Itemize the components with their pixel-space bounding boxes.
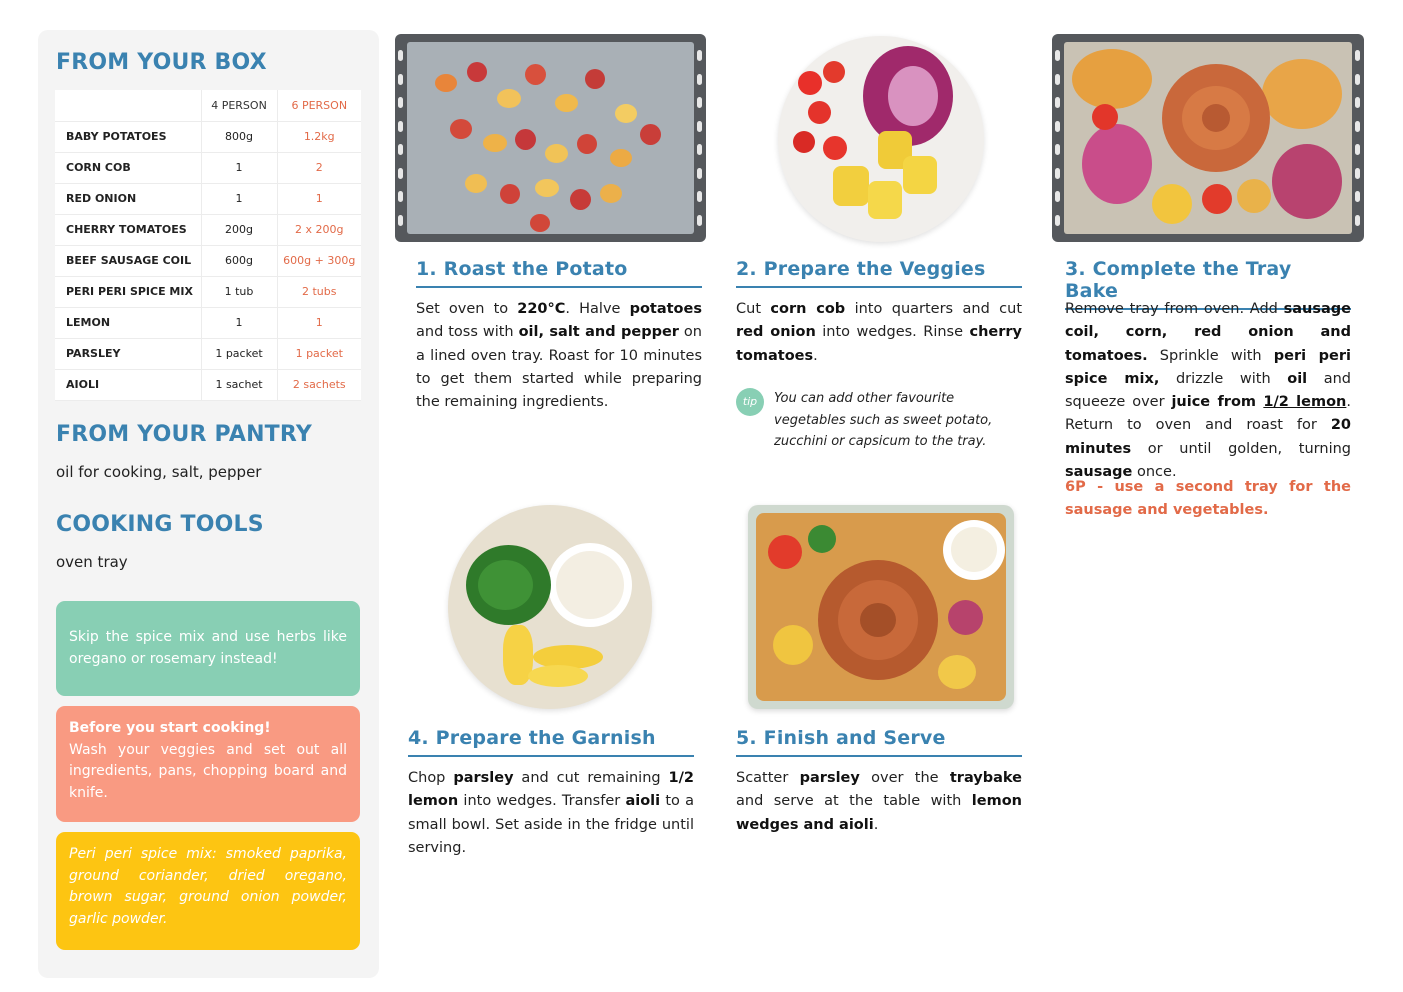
ingredients-table	[55, 90, 361, 401]
ingredient-qty-4: 800g	[201, 121, 277, 152]
ingredient-name: RED ONION	[55, 183, 201, 214]
table-row	[55, 307, 361, 338]
spice-mix-note: Peri peri spice mix: smoked paprika, ground coriander, dried oregano, brown sugar, ground onion powder, garlic powder.	[56, 832, 360, 950]
ingredient-qty-4: 1 packet	[201, 338, 277, 369]
ingredient-name: PARSLEY	[55, 338, 201, 369]
step2-text: Cut corn cob into quarters and cut red onion into wedges. Rinse cherry tomatoes.	[736, 301, 1023, 364]
cooking-tools-heading: COOKING TOOLS	[56, 512, 264, 537]
ingredient-qty-6: 2 x 200g	[277, 214, 361, 245]
table-row	[55, 214, 361, 245]
before-cooking-text: Wash your veggies and set out all ingredients, pans, chopping board and knife.	[69, 741, 347, 801]
table-row	[55, 369, 361, 400]
table-row	[55, 121, 361, 152]
step4-text: Chop parsley and cut remaining 1/2 lemon into wedges. Transfer aioli to a small bowl. Set aside in the fridge until serving.	[408, 770, 695, 856]
ingredient-name: CHERRY TOMATOES	[55, 214, 201, 245]
table-row	[55, 183, 361, 214]
step3-title: 3. Complete the Tray Bake	[1065, 258, 1351, 310]
ingredient-name: BEEF SAUSAGE COIL	[55, 245, 201, 276]
step5-title: 5. Finish and Serve	[736, 727, 1022, 757]
step4-title: 4. Prepare the Garnish	[408, 727, 694, 757]
ingredient-qty-6: 1.2kg	[277, 121, 361, 152]
table-row	[55, 276, 361, 307]
from-your-box-heading: FROM YOUR BOX	[56, 50, 267, 75]
step1-potatoes-image	[395, 34, 706, 242]
step1-text: Set oven to 220°C. Halve potatoes and toss with oil, salt and pepper on a lined oven tray. Roast for 10 minutes to get them started while preparing the remaining ingredients.	[416, 301, 702, 411]
ingredient-qty-4: 1 tub	[201, 276, 277, 307]
ingredient-qty-4: 200g	[201, 214, 277, 245]
tip-badge: tip	[736, 388, 764, 416]
step2-title: 2. Prepare the Veggies	[736, 258, 1022, 288]
table-header-blank	[55, 90, 201, 121]
ingredient-qty-6: 1 packet	[277, 338, 361, 369]
table-header-6-person: 6 PERSON	[277, 90, 361, 121]
ingredient-qty-6: 2 sachets	[277, 369, 361, 400]
step5-finished-image	[748, 505, 1014, 709]
ingredient-name: CORN COB	[55, 152, 201, 183]
ingredient-name: PERI PERI SPICE MIX	[55, 276, 201, 307]
from-your-pantry-heading: FROM YOUR PANTRY	[56, 422, 312, 447]
cooking-tools-items: oven tray	[56, 553, 128, 571]
step5-text: Scatter parsley over the traybake and serve at the table with lemon wedges and aioli.	[736, 770, 1022, 833]
ingredient-qty-6: 1	[277, 183, 361, 214]
ingredient-name: LEMON	[55, 307, 201, 338]
step2-veggies-image	[778, 36, 984, 242]
ingredient-name: AIOLI	[55, 369, 201, 400]
step4-garnish-image	[448, 505, 652, 709]
table-row	[55, 245, 361, 276]
table-header-row	[55, 90, 361, 121]
step3-traybake-image	[1052, 34, 1364, 242]
step3-text: Remove tray from oven. Add sausage coil, corn, red onion and tomatoes. Sprinkle with peri peri spice mix, drizzle with oil and squeeze over juice from 1/2 lemon. Return to oven and roast for 20 minutes or until golden, turning sausage once.	[1065, 301, 1352, 481]
pantry-items: oil for cooking, salt, pepper	[56, 463, 262, 481]
herb-tip-note: Skip the spice mix and use herbs like oregano or rosemary instead!	[56, 601, 360, 696]
tip-text: You can add other favourite vegetables such as sweet potato, zucchini or capsicum to the tray.	[774, 391, 993, 449]
table-row	[55, 338, 361, 369]
ingredient-qty-4: 1	[201, 152, 277, 183]
table-row	[55, 152, 361, 183]
before-cooking-title: Before you start cooking!	[69, 720, 271, 736]
ingredient-qty-6: 600g + 300g	[277, 245, 361, 276]
ingredient-qty-6: 2 tubs	[277, 276, 361, 307]
before-cooking-note	[56, 706, 360, 822]
sidebar	[38, 30, 379, 978]
ingredient-qty-4: 600g	[201, 245, 277, 276]
ingredient-qty-4: 1 sachet	[201, 369, 277, 400]
ingredient-qty-4: 1	[201, 183, 277, 214]
ingredient-qty-4: 1	[201, 307, 277, 338]
six-person-warning: 6P - use a second tray for the sausage and vegetables.	[1065, 479, 1351, 519]
step1-title: 1. Roast the Potato	[416, 258, 702, 288]
ingredient-name: BABY POTATOES	[55, 121, 201, 152]
ingredient-qty-6: 1	[277, 307, 361, 338]
ingredient-qty-6: 2	[277, 152, 361, 183]
table-header-4-person: 4 PERSON	[201, 90, 277, 121]
